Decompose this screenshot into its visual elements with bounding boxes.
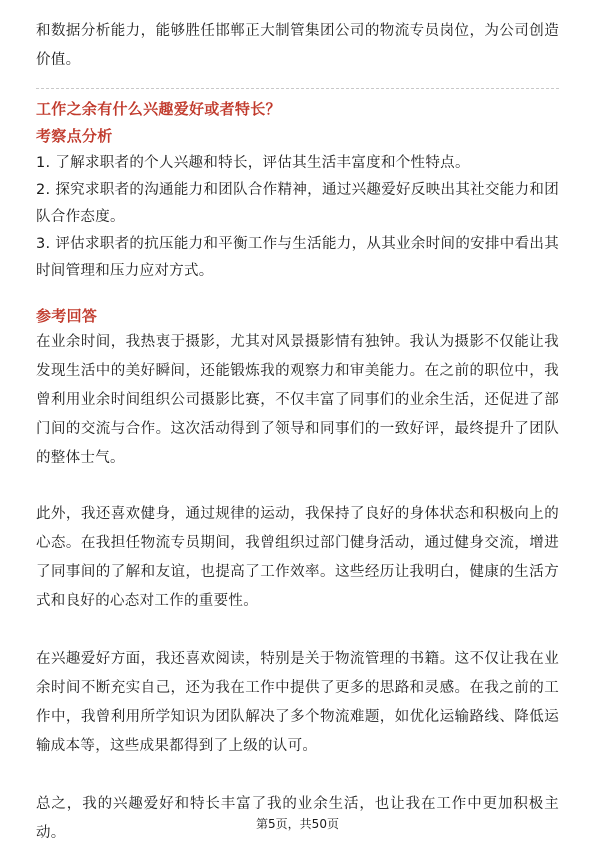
- analysis-item-1: 1. 了解求职者的个人兴趣和特长，评估其生活丰富度和个性特点。: [36, 155, 470, 171]
- intro-paragraph: 和数据分析能力，能够胜任邯郸正大制管集团公司的物流专员岗位，为公司创造价值。: [36, 23, 559, 68]
- answer-title: 参考回答: [36, 307, 98, 325]
- answer-paragraph-4: 总之，我的兴趣爱好和特长丰富了我的业余生活，也让我在工作中更加积极主动。: [36, 796, 559, 841]
- answer-paragraph-1: 在业余时间，我热衷于摄影，尤其对风景摄影情有独钟。我认为摄影不仅能让我发现生活中的美好瞬间，还能锻炼我的观察力和审美能力。在之前的职位中，我曾利用业余时间组织公司摄影比赛，不仅丰富了同事们的业余生活，还促进了部门间的交流与合作。这次活动得到了领导和同事们的一致好评，最终提升了团队的整体士气。: [36, 334, 559, 466]
- answer-paragraph-2: 此外，我还喜欢健身，通过规律的运动，我保持了良好的身体状态和积极向上的心态。在我担任物流专员期间，我曾组织过部门健身活动，通过健身交流，增进了同事间的了解和友谊，也提高了工作效率。这些经历让我明白，健康的生活方式和良好的心态对工作的重要性。: [36, 506, 559, 609]
- section-divider: [36, 88, 559, 89]
- analysis-title: 考察点分析: [36, 127, 113, 145]
- answer-paragraph-3: 在兴趣爱好方面，我还喜欢阅读，特别是关于物流管理的书籍。这不仅让我在业余时间不断充实自己，还为我在工作中提供了更多的思路和灵感。在我之前的工作中，我曾利用所学知识为团队解决了多个物流难题，如优化运输路线、降低运输成本等，这些成果都得到了上级的认可。: [36, 651, 559, 754]
- page-number-footer: 第5页，共50页: [256, 817, 339, 831]
- question-heading: 工作之余有什么兴趣爱好或者特长？: [36, 100, 281, 118]
- analysis-item-3: 3. 评估求职者的抗压能力和平衡工作与生活能力，从其业余时间的安排中看出其时间管理和压力应对方式。: [36, 236, 559, 279]
- analysis-item-2: 2. 探究求职者的沟通能力和团队合作精神，通过兴趣爱好反映出其社交能力和团队合作态度。: [36, 182, 559, 225]
- analysis-list: [36, 150, 559, 285]
